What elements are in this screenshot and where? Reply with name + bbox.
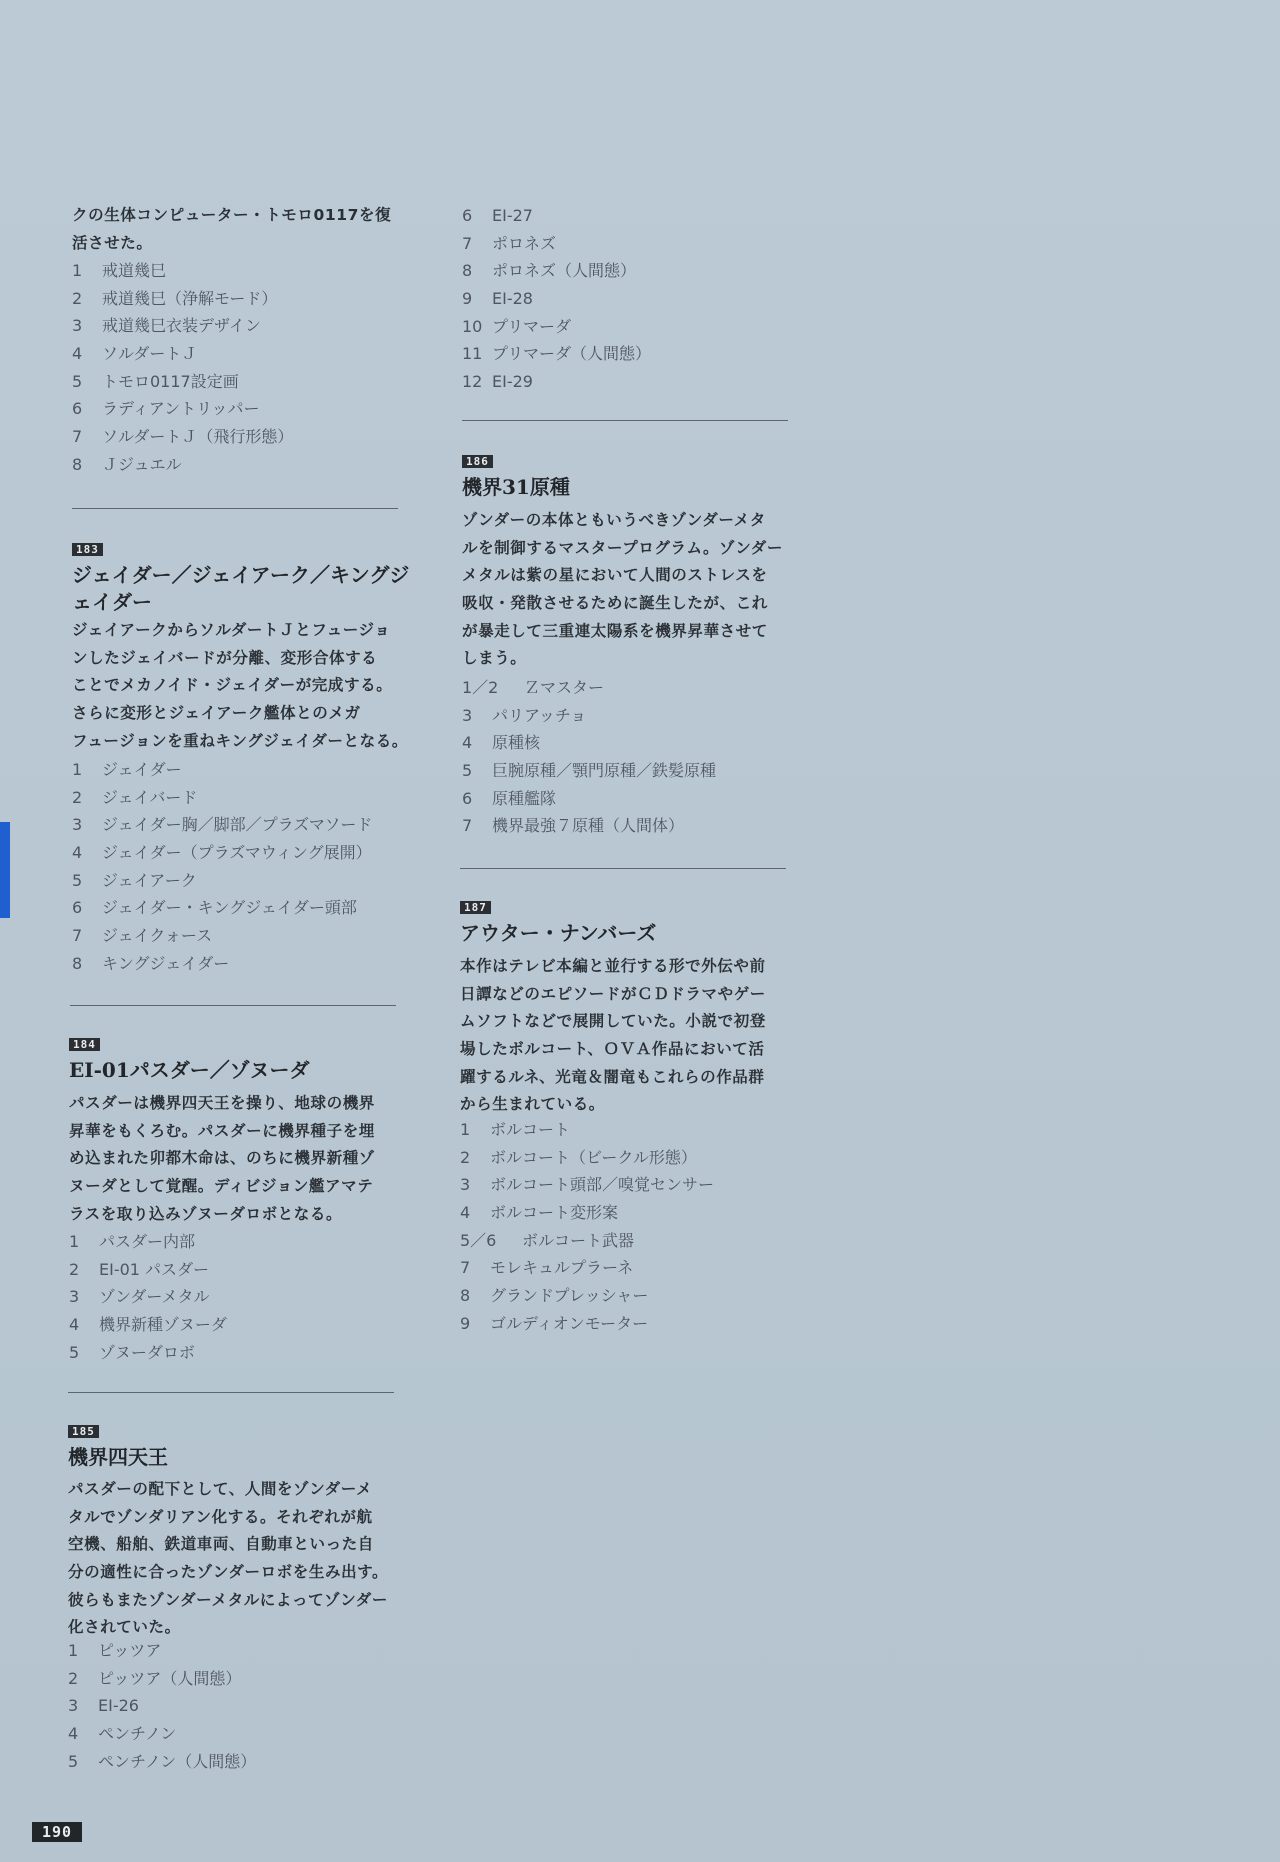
item-label: ボルコート (490, 1120, 571, 1139)
item-label: ジェイクォース (102, 926, 213, 946)
section-title-line: ェイダー (72, 590, 152, 614)
list-item (462, 674, 792, 702)
section-title (462, 474, 802, 501)
item-number: 1 (68, 1641, 79, 1660)
item-number: 1 (72, 261, 83, 280)
section-184-body (69, 1090, 399, 1228)
list-item (462, 785, 792, 813)
item-label: ジェイダー胸／脚部／プラズマソード (102, 815, 373, 835)
section-title-line: アウター・ナンバーズ (460, 921, 657, 945)
item-label: 原種艦隊 (492, 788, 557, 808)
section-186-body-line: 吸収・発散させるために誕生したが、これ (462, 594, 768, 613)
section-title-line: 機界四天王 (68, 1445, 168, 1469)
section-title (460, 920, 800, 947)
item-number: 5／6 (460, 1230, 497, 1250)
item-number: 6 (462, 206, 473, 225)
section-184-body-line: め込まれた卯都木命は、のちに機界新種ゾ (69, 1149, 375, 1168)
item-label: ピッツア（人間態） (98, 1668, 242, 1688)
list-item (462, 368, 792, 396)
item-number: 7 (462, 816, 473, 836)
section-185-items-cont (462, 202, 792, 396)
section-number-badge: 183 (72, 543, 103, 556)
list-item (68, 1665, 398, 1693)
item-label: EI-27 (492, 206, 533, 225)
item-label: 機界新種ゾヌーダ (99, 1315, 227, 1335)
list-item (68, 1637, 398, 1665)
item-number: 7 (460, 1258, 471, 1278)
list-item (462, 729, 792, 757)
item-number: 2 (72, 787, 83, 807)
list-item (462, 812, 792, 840)
item-number: 10 (462, 316, 483, 336)
item-number: 2 (72, 288, 83, 308)
section-186-body-line: しまう。 (462, 649, 527, 668)
item-number: 4 (69, 1315, 80, 1335)
item-label: Ｊジュエル (102, 454, 182, 474)
section-divider (68, 1392, 394, 1393)
section-185-body-line: 化されていた。 (68, 1618, 181, 1637)
section-183-body-line: フュージョンを重ねキングジェイダーとなる。 (72, 731, 408, 750)
item-label: ペンチノン（人間態） (98, 1751, 257, 1771)
list-item (462, 230, 792, 258)
continued-body (72, 202, 402, 257)
item-label: 機界最強７原種（人間体） (492, 816, 685, 836)
item-number: 9 (462, 289, 473, 309)
item-number: 2 (460, 1147, 471, 1167)
section-183-body-line: ことでメカノイド・ジェイダーが完成する。 (72, 676, 393, 695)
item-number: 1／2 (462, 678, 499, 697)
item-number: 5 (72, 870, 83, 890)
item-label: プリマーダ（人間態） (492, 344, 652, 364)
list-item (68, 1720, 398, 1748)
item-number: 7 (72, 427, 83, 447)
item-label: グランドプレッシャー (490, 1286, 649, 1306)
item-number: 3 (462, 705, 473, 725)
section-186-body-line: メタルは紫の星において人間のストレスを (462, 566, 768, 585)
list-item (462, 757, 792, 785)
item-label: ゾヌーダロボ (99, 1342, 195, 1362)
section-185-body-line: パスダーの配下として、人間をゾンダーメ (68, 1480, 373, 1498)
section-187-body (460, 953, 790, 1119)
list-item (69, 1228, 399, 1256)
section-title (69, 1057, 409, 1084)
list-item (460, 1310, 790, 1338)
item-number: 1 (460, 1120, 471, 1139)
section-title (68, 1444, 408, 1471)
item-label: ラディアントリッパー (102, 399, 260, 419)
section-186-body (462, 507, 792, 673)
section-divider (70, 1005, 396, 1006)
section-divider (460, 868, 786, 869)
section-183-body-line: さらに変形とジェイアーク艦体とのメガ (72, 704, 361, 723)
section-185-body-line: 分の適性に合ったゾンダーロボを生み出す。 (68, 1563, 389, 1582)
item-label: ジェイダー (102, 760, 182, 779)
list-item (69, 1283, 399, 1311)
item-label: ソルダートＪ（飛行形態） (102, 427, 294, 447)
item-number: 1 (69, 1232, 80, 1251)
section-187-body-line: から生まれている。 (460, 1095, 605, 1114)
section-185-body-line: 彼らもまたゾンダーメタルによってゾンダー (68, 1590, 388, 1609)
list-item (72, 811, 402, 839)
item-label: モレキュルプラーネ (490, 1258, 634, 1278)
item-number: 5 (72, 371, 83, 391)
item-label: EI-28 (492, 289, 533, 309)
list-item (72, 894, 402, 922)
section-185-body (68, 1476, 398, 1642)
item-number: 8 (72, 454, 83, 474)
list-item (72, 395, 402, 423)
item-number: 9 (460, 1313, 471, 1333)
item-number: 7 (72, 926, 83, 946)
item-label: プリマーダ (492, 316, 572, 336)
section-185-body-line: タルでゾンダリアン化する。それぞれが航 (68, 1507, 373, 1526)
list-item (462, 702, 792, 730)
item-number: 2 (69, 1259, 80, 1279)
item-number: 5 (462, 761, 473, 781)
item-number: 3 (68, 1696, 79, 1716)
item-label: ジェイバード (102, 787, 198, 807)
section-number-badge: 186 (462, 455, 493, 468)
item-number: 4 (72, 344, 83, 364)
item-label: ジェイアーク (102, 870, 197, 890)
item-number: 8 (460, 1286, 471, 1306)
list-item (68, 1692, 398, 1720)
section-185-body-line: 空機、船舶、鉄道車両、自動車といった自 (68, 1535, 374, 1554)
list-item (72, 257, 402, 285)
list-item (462, 257, 792, 285)
item-label: ピッツア (98, 1641, 162, 1660)
section-183-body-line: ンしたジェイバードが分離、変形合体する (72, 648, 378, 667)
section-title-line: 機界31原種 (462, 475, 570, 499)
list-item (460, 1116, 790, 1144)
item-label: トモロ0117設定画 (102, 371, 239, 391)
section-183-body (72, 617, 408, 755)
item-label: ポロネズ (492, 233, 557, 253)
item-label: EI-26 (98, 1696, 139, 1716)
item-number: 8 (72, 953, 83, 973)
section-186-body-line: ゾンダーの本体ともいうべきゾンダーメタ (462, 511, 766, 529)
section-185-items (68, 1637, 398, 1775)
item-label: ボルコート武器 (522, 1230, 635, 1250)
section-187-body-line: 躍するルネ、光竜＆闇竜もこれらの作品群 (460, 1067, 765, 1086)
item-label: ペンチノン (98, 1724, 177, 1744)
list-item (72, 756, 402, 784)
section-183-body-line: ジェイアークからソルダートＪとフュージョ (72, 621, 391, 639)
list-item (462, 313, 792, 341)
section-186-items (462, 674, 792, 840)
item-number: 5 (69, 1342, 80, 1362)
item-label: Ｚマスター (524, 678, 605, 697)
list-item (69, 1339, 399, 1367)
item-label: ボルコート頭部／嗅覚センサー (490, 1175, 715, 1195)
list-item (69, 1311, 399, 1339)
continued-body-line: クの生体コンピューター・トモロ0117を復 (72, 206, 392, 224)
list-item (72, 950, 402, 978)
item-label: ソルダートＪ (102, 344, 198, 364)
section-186-body-line: が暴走して三重連太陽系を機界昇華させて (462, 621, 768, 640)
item-number: 4 (462, 733, 473, 753)
list-item (72, 368, 402, 396)
section-187-body-line: 本作はテレビ本編と並行する形で外伝や前 (460, 957, 766, 975)
list-item (72, 451, 402, 479)
item-label: ゴルディオンモーター (490, 1313, 649, 1333)
item-label: EI-29 (492, 372, 533, 392)
list-item (68, 1748, 398, 1776)
item-number: 4 (72, 843, 83, 863)
item-label: ゾンダーメタル (99, 1287, 210, 1307)
section-186-body-line: ルを制御するマスタープログラム。ゾンダー (462, 538, 783, 557)
list-item (462, 285, 792, 313)
list-item (72, 312, 402, 340)
list-item (460, 1171, 790, 1199)
section-184-body-line: ヌーダとして覚醒。ディビジョン艦アマテ (69, 1177, 374, 1196)
item-number: 3 (72, 316, 83, 336)
item-number: 4 (460, 1203, 471, 1223)
list-item (72, 922, 402, 950)
item-label: ボルコート変形案 (490, 1203, 619, 1223)
item-number: 8 (462, 261, 473, 281)
section-183-items (72, 756, 402, 978)
item-number: 12 (462, 372, 483, 392)
section-184-body-line: 昇華をもくろむ。パスダーに機界種子を埋 (69, 1121, 375, 1140)
list-item (72, 340, 402, 368)
section-184-body-line: ラスを取り込みゾヌーダロボとなる。 (69, 1204, 343, 1223)
list-item (72, 839, 402, 867)
page-number: 190 (32, 1822, 82, 1842)
item-label: ポロネズ（人間態） (492, 261, 637, 281)
item-label: EI-01 パスダー (99, 1259, 210, 1279)
section-title-line: ジェイダー／ジェイアーク／キングジ (72, 563, 410, 587)
chapter-tab-marker (0, 822, 10, 918)
item-label: 戒道幾巳衣装デザイン (102, 316, 261, 336)
item-number: 6 (72, 399, 83, 419)
continued-items (72, 257, 402, 479)
list-item (72, 285, 402, 313)
item-number: 4 (68, 1724, 79, 1744)
item-label: パリアッチョ (492, 705, 587, 725)
section-187-body-line: 場したボルコート、ＯＶＡ作品において活 (460, 1040, 765, 1059)
item-number: 3 (69, 1287, 80, 1307)
list-item (460, 1254, 790, 1282)
section-187-items (460, 1116, 790, 1338)
list-item (460, 1144, 790, 1172)
item-label: ボルコート（ビークル形態） (490, 1147, 697, 1167)
section-title (72, 562, 412, 616)
section-184-items (69, 1228, 399, 1366)
section-184-body-line: パスダーは機界四天王を操り、地球の機界 (69, 1094, 375, 1112)
item-label: 巨腕原種／顎門原種／鉄髪原種 (492, 761, 717, 781)
section-title-line: EI-01パスダー／ゾヌーダ (69, 1058, 310, 1082)
section-187-body-line: ムソフトなどで展開していた。小説で初登 (460, 1012, 766, 1031)
list-item (72, 423, 402, 451)
list-item (69, 1256, 399, 1284)
continued-body-line: 活させた。 (72, 233, 153, 252)
item-number: 6 (462, 788, 473, 808)
item-label: キングジェイダー (102, 953, 230, 973)
list-item (462, 202, 792, 230)
item-number: 2 (68, 1668, 79, 1688)
section-187-body-line: 日譚などのエピソードがＣＤドラマやゲー (460, 984, 766, 1003)
list-item (462, 340, 792, 368)
list-item (460, 1199, 790, 1227)
item-number: 6 (72, 898, 83, 918)
list-item (72, 867, 402, 895)
item-number: 3 (72, 815, 83, 835)
section-number-badge: 184 (69, 1038, 100, 1051)
item-number: 3 (460, 1175, 471, 1195)
section-number-badge: 185 (68, 1425, 99, 1438)
section-number-badge: 187 (460, 901, 491, 914)
section-divider (72, 508, 398, 509)
item-label: パスダー内部 (99, 1232, 196, 1251)
item-number: 7 (462, 233, 473, 253)
list-item (72, 784, 402, 812)
list-item (460, 1282, 790, 1310)
item-label: 戒道幾巳 (102, 261, 167, 280)
item-number: 5 (68, 1751, 79, 1771)
item-label: 原種核 (492, 733, 541, 753)
item-number: 11 (462, 344, 483, 364)
item-label: 戒道幾巳（浄解モード） (102, 288, 278, 308)
item-label: ジェイダー（プラズマウィング展開） (102, 843, 372, 863)
item-label: ジェイダー・キングジェイダー頭部 (102, 898, 357, 918)
section-divider (462, 420, 788, 421)
item-number: 1 (72, 760, 83, 779)
list-item (460, 1227, 790, 1255)
